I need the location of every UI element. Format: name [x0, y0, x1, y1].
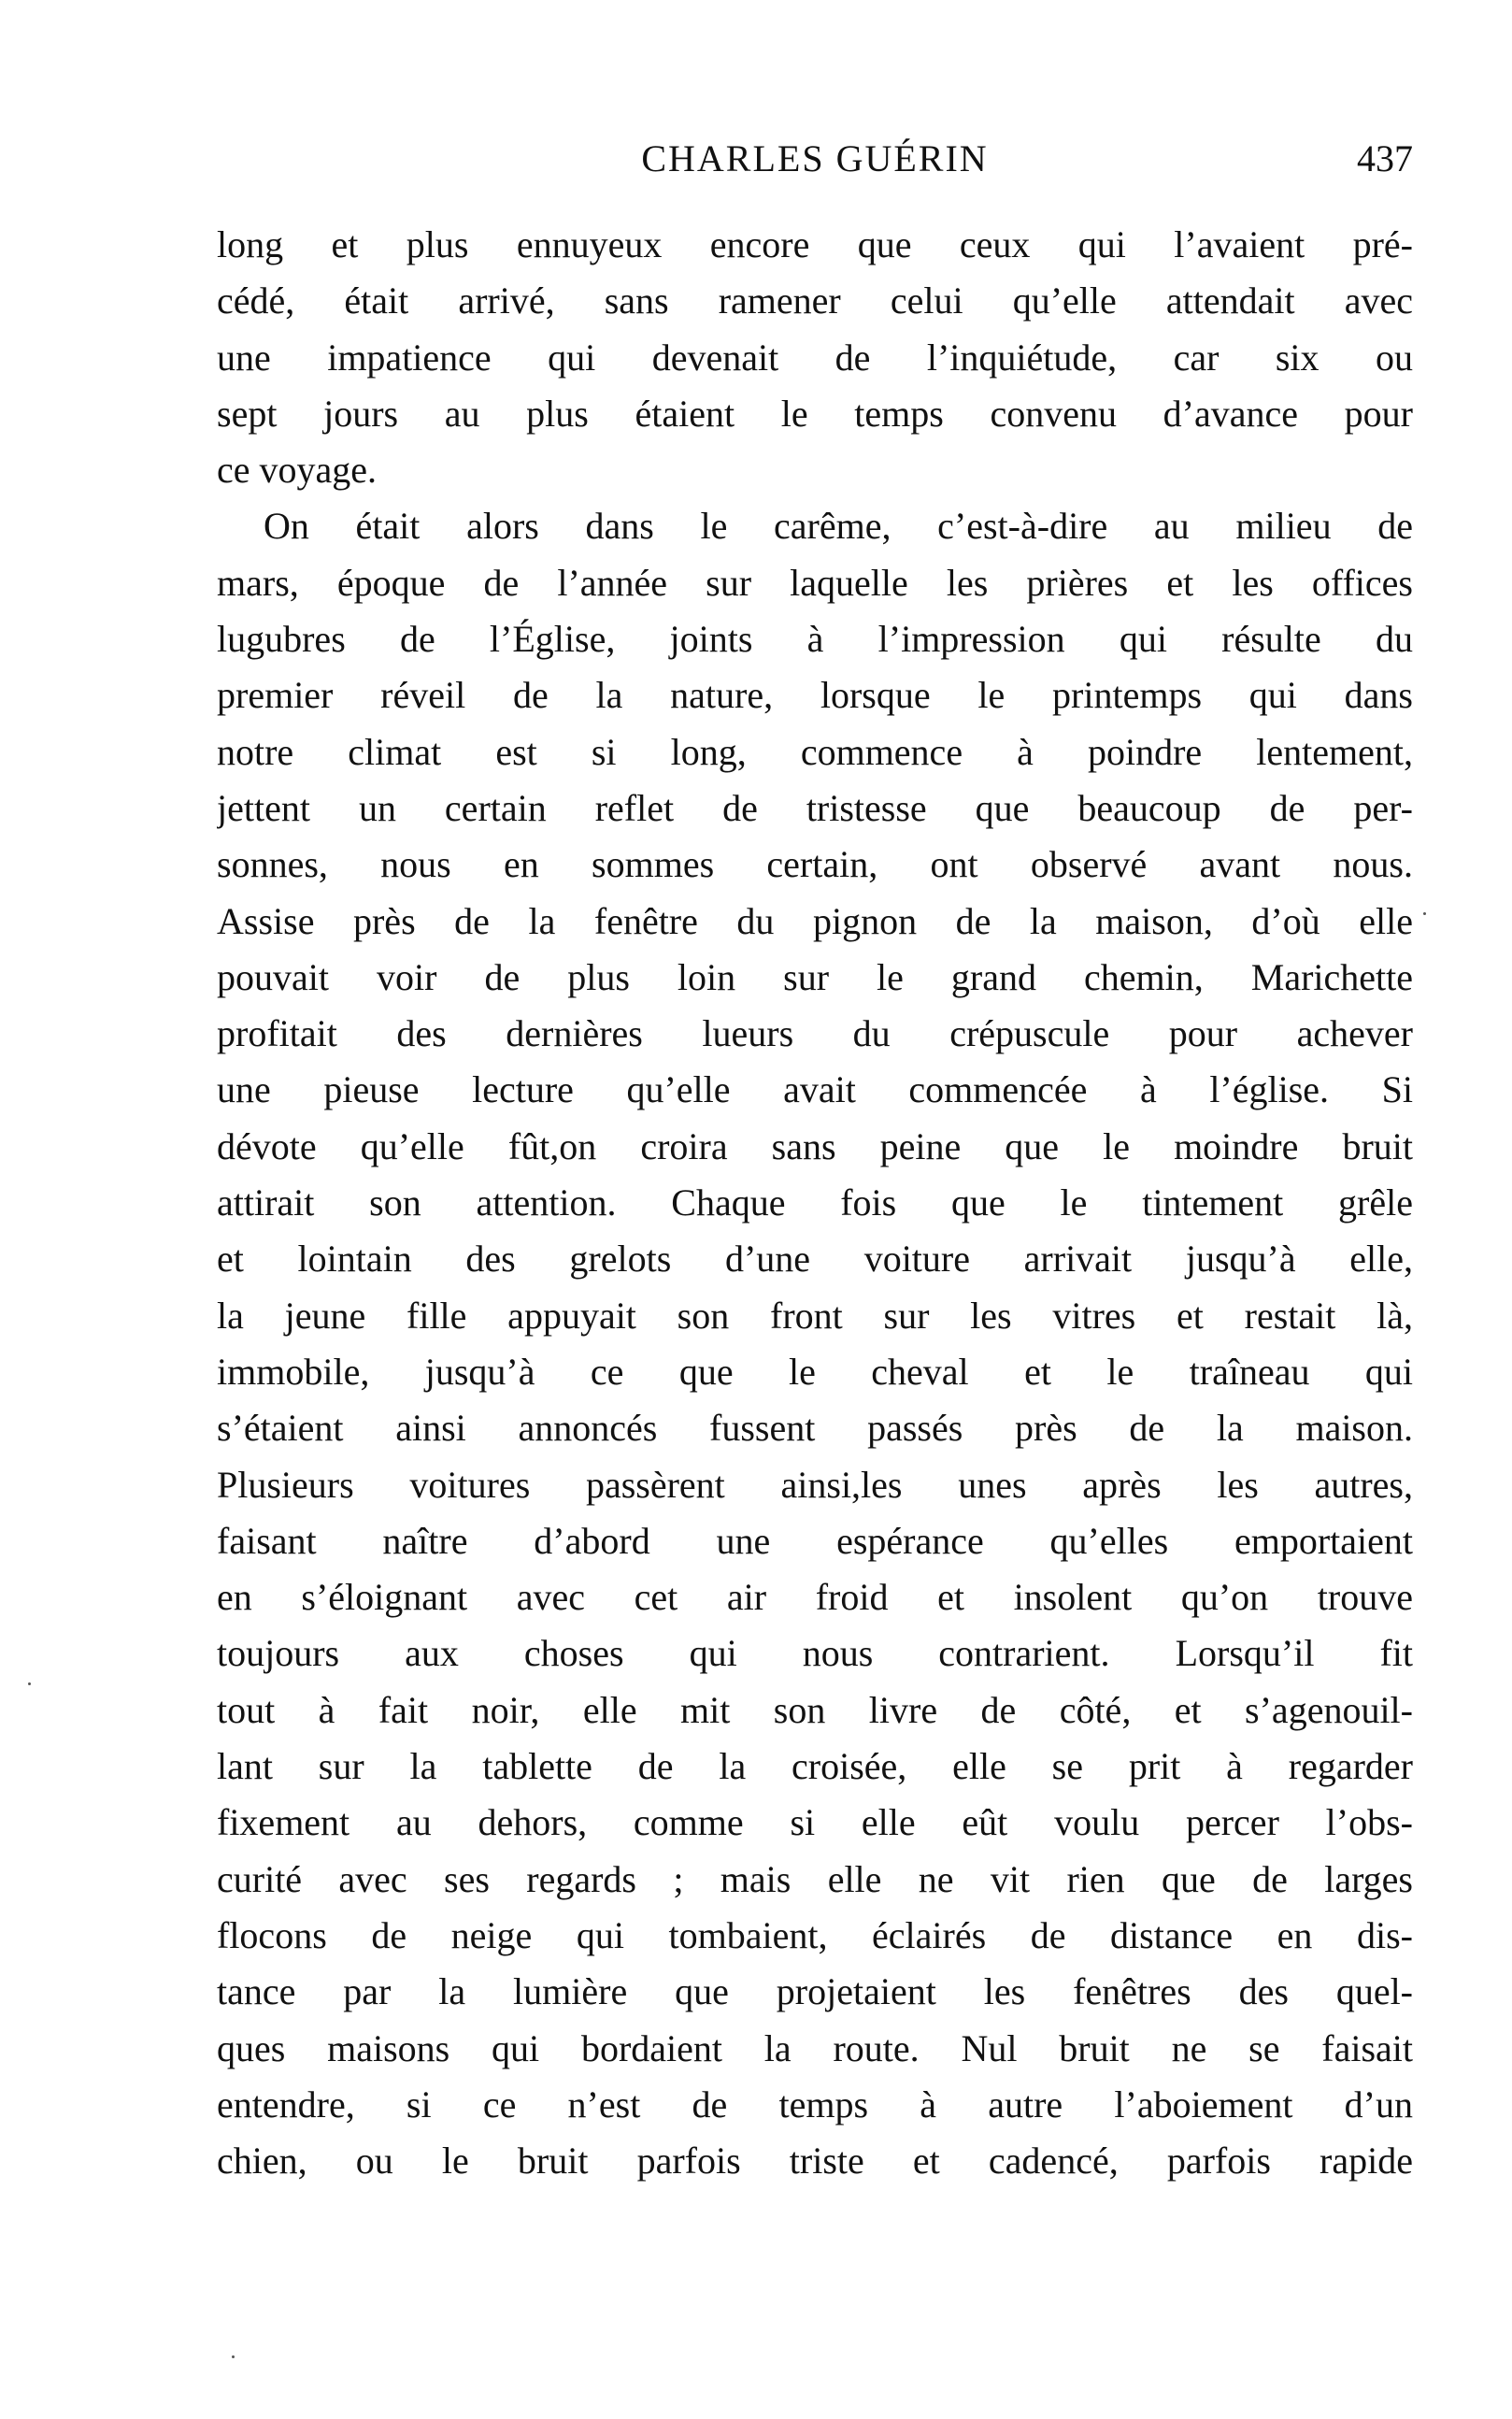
running-header	[217, 131, 1413, 187]
text-line: jettent un certain reflet de tristesse que beaucoup de per-	[217, 786, 1413, 829]
text-line: faisant naître d’abord une espérance qu’elles emportaient	[217, 1519, 1413, 1562]
text-line: pouvait voir de plus loin sur le grand chemin, Marichette	[217, 955, 1413, 998]
text-line: une impatience qui devenait de l’inquiétude, car six ou	[217, 336, 1413, 379]
page-number: 437	[1357, 137, 1413, 179]
text-line: en s’éloignant avec cet air froid et insolent qu’on trouve	[217, 1576, 1413, 1619]
text-line: premier réveil de la nature, lorsque le printemps qui dans	[217, 674, 1413, 717]
text-line: toujours aux choses qui nous contrarient. Lorsqu’il fit	[217, 1632, 1413, 1675]
text-line: immobile, jusqu’à ce que le cheval et le traîneau qui	[217, 1350, 1413, 1393]
text-line: flocons de neige qui tombaient, éclairés de distance en dis-	[217, 1913, 1413, 1956]
text-line: Assise près de la fenêtre du pignon de la maison, d’où elle	[217, 899, 1413, 942]
text-line: et lointain des grelots d’une voiture arrivait jusqu’à elle,	[217, 1238, 1413, 1281]
text-line: la jeune fille appuyait son front sur les vitres et restait là,	[217, 1294, 1413, 1337]
text-line: curité avec ses regards ; mais elle ne vit rien que de larges	[217, 1857, 1413, 1900]
text-line: chien, ou le bruit parfois triste et cadencé, parfois rapide	[217, 2140, 1413, 2183]
text-line: notre climat est si long, commence à poindre lentement,	[217, 730, 1413, 773]
text-line: fixement au dehors, comme si elle eût voulu percer l’obs-	[217, 1801, 1413, 1844]
text-line: attirait son attention. Chaque fois que le tintement grêle	[217, 1181, 1413, 1224]
text-line: tance par la lumière que projetaient les fenêtres des quel-	[217, 1970, 1413, 2013]
text-line: s’étaient ainsi annoncés fussent passés près de la maison.	[217, 1407, 1413, 1450]
text-line: dévote qu’elle fût,on croira sans peine que le moindre bruit	[217, 1124, 1413, 1167]
text-line: cédé, était arrivé, sans ramener celui qu’elle attendait avec	[217, 279, 1413, 322]
text-line: On était alors dans le carême, c’est-à-dire au milieu de	[264, 505, 1413, 548]
text-line: ce voyage.	[217, 449, 378, 492]
text-line: ques maisons qui bordaient la route. Nul bruit ne se faisait	[217, 2026, 1413, 2069]
text-line: lugubres de l’Église, joints à l’impression qui résulte du	[217, 618, 1413, 661]
print-speck	[232, 2355, 235, 2358]
print-speck	[28, 1682, 31, 1685]
text-line: sept jours au plus étaient le temps convenu d’avance pour	[217, 392, 1413, 435]
body-text	[217, 217, 1413, 2189]
running-title: CHARLES GUÉRIN	[641, 137, 989, 179]
text-line: long et plus ennuyeux encore que ceux qui l’avaient pré-	[217, 223, 1413, 265]
text-line: Plusieurs voitures passèrent ainsi,les unes après les autres,	[217, 1463, 1413, 1506]
text-line: lant sur la tablette de la croisée, elle se prit à regarder	[217, 1745, 1413, 1788]
text-line: tout à fait noir, elle mit son livre de côté, et s’agenouil-	[217, 1688, 1413, 1731]
print-speck	[1423, 912, 1426, 915]
text-line: sonnes, nous en sommes certain, ont observé avant nous.	[217, 843, 1413, 886]
text-line: profitait des dernières lueurs du crépuscule pour achever	[217, 1012, 1413, 1055]
text-line: une pieuse lecture qu’elle avait commencée à l’église. Si	[217, 1068, 1413, 1111]
text-line: entendre, si ce n’est de temps à autre l’aboiement d’un	[217, 2083, 1413, 2126]
text-line: mars, époque de l’année sur laquelle les prières et les offices	[217, 561, 1413, 604]
